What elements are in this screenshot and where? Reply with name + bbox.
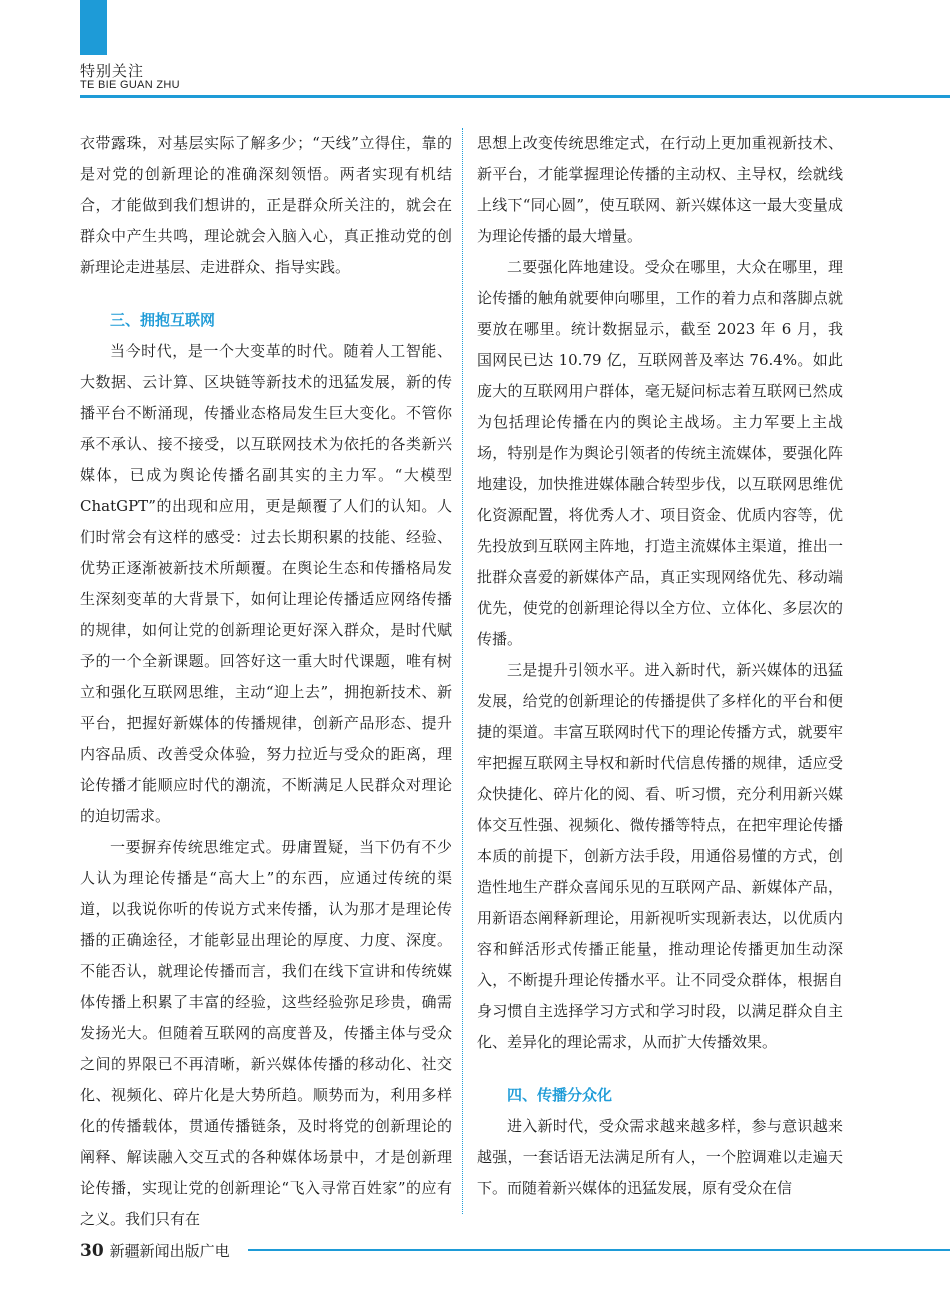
section-heading-4: 四、传播分众化: [507, 1086, 613, 1104]
paragraph: 二要强化阵地建设。受众在哪里，大众在哪里，理论传播的触角就要伸向哪里，工作的着力点和落脚点就要放在哪里。统计数据显示，截至 2023 年 6 月，我国网民已达 10.79 亿，互联网普及率达 76.4%。如此庞大的互联网用户群体，毫无疑问标志着互联网已然成为包括理论传播在内的舆论主战场。主力军要上主战场，特别是作为舆论引领者的传统主流媒体，要强化阵地建设，加快推进媒体融合转型步伐，以互联网思维优化资源配置，将优秀人才、项目资金、优质内容等，优先投放到互联网主阵地，打造主流媒体主渠道，推出一批群众喜爱的新媒体产品，真正实现网络优先、移动端优先，使党的创新理论得以全方位、立体化、多层次的传播。: [477, 258, 843, 648]
section-title-pinyin: TE BIE GUAN ZHU: [80, 79, 180, 91]
left-column: [80, 128, 452, 1228]
paragraph: 衣带露珠，对基层实际了解多少；“天线”立得住，靠的是对党的创新理论的准确深刻领悟。两者实现有机结合，才能做到我们想讲的，正是群众所关注的，就会在群众中产生共鸣，理论就会入脑入心，真正推动党的创新理论走进基层、走进群众、指导实践。: [80, 134, 452, 276]
header-rule: [80, 95, 950, 98]
section-heading-3: 三、拥抱互联网: [110, 311, 216, 329]
page-footer: [80, 1240, 230, 1261]
right-column: [477, 128, 843, 1218]
paragraph: 当今时代，是一个大变革的时代。随着人工智能、大数据、云计算、区块链等新技术的迅猛发展，新的传播平台不断涌现，传播业态格局发生巨大变化。不管你承不承认、接不接受，以互联网技术为依托的各类新兴媒体，已成为舆论传播名副其实的主力军。“大模型 ChatGPT”的出现和应用，更是颠覆了人们的认知。人们时常会有这样的感受：过去长期积累的技能、经验、优势正逐渐被新技术所颠覆。在舆论生态和传播格局发生深刻变革的大背景下，如何让理论传播适应网络传播的规律，如何让党的创新理论更好深入群众，是时代赋予的一个全新课题。回答好这一重大时代课题，唯有树立和强化互联网思维，主动“迎上去”，拥抱新技术、新平台，把握好新媒体的传播规律，创新产品形态、提升内容品质、改善受众体验，努力拉近与受众的距离，理论传播才能顺应时代的潮流，不断满足人民群众对理论的迫切需求。: [80, 342, 452, 825]
publication-name: 新疆新闻出版广电: [109, 1242, 230, 1260]
spacer: [477, 1058, 843, 1080]
footer-rule: [248, 1249, 950, 1251]
paragraph: 思想上改变传统思维定式，在行动上更加重视新技术、新平台，才能掌握理论传播的主动权、主导权，绘就线上线下“同心圆”，使互联网、新兴媒体这一最大变量成为理论传播的最大增量。: [477, 134, 843, 245]
section-title: 特别关注: [80, 62, 145, 80]
paragraph: 三是提升引领水平。进入新时代，新兴媒体的迅猛发展，给党的创新理论的传播提供了多样化的平台和便捷的渠道。丰富互联网时代下的理论传播方式，就要牢牢把握互联网主导权和新时代信息传播的规律，适应受众快捷化、碎片化的阅、看、听习惯，充分利用新兴媒体交互性强、视频化、微传播等特点，在把牢理论传播本质的前提下，创新方法手段，用通俗易懂的方式，创造性地生产群众喜闻乐见的互联网产品、新媒体产品，用新语态阐释新理论，用新视听实现新表达，以优质内容和鲜活形式传播正能量，推动理论传播更加生动深入，不断提升理论传播水平。让不同受众群体，根据自身习惯自主选择学习方式和学习时段，以满足群众自主化、差异化的理论需求，从而扩大传播效果。: [477, 661, 843, 1051]
column-divider: [462, 128, 463, 1214]
paragraph: 进入新时代，受众需求越来越多样，参与意识越来越强，一套话语无法满足所有人，一个腔调难以走遍天下。而随着新兴媒体的迅猛发展，原有受众在信: [477, 1117, 843, 1197]
header-tab-block: [80, 0, 107, 55]
spacer: [80, 283, 452, 305]
paragraph: 一要摒弃传统思维定式。毋庸置疑，当下仍有不少人认为理论传播是“高大上”的东西，应通过传统的渠道，以我说你听的传说方式来传播，认为那才是理论传播的正确途径，才能彰显出理论的厚度、力度、深度。不能否认，就理论传播而言，我们在线下宣讲和传统媒体传播上积累了丰富的经验，这些经验弥足珍贵，确需发扬光大。但随着互联网的高度普及，传播主体与受众之间的界限已不再清晰，新兴媒体传播的移动化、社交化、视频化、碎片化是大势所趋。顺势而为，利用多样化的传播载体，贯通传播链条，及时将党的创新理论的阐释、解读融入交互式的各种媒体场景中，才是创新理论传播，实现让党的创新理论“飞入寻常百姓家”的应有之义。我们只有在: [80, 838, 452, 1228]
page-number: 30: [80, 1241, 104, 1261]
